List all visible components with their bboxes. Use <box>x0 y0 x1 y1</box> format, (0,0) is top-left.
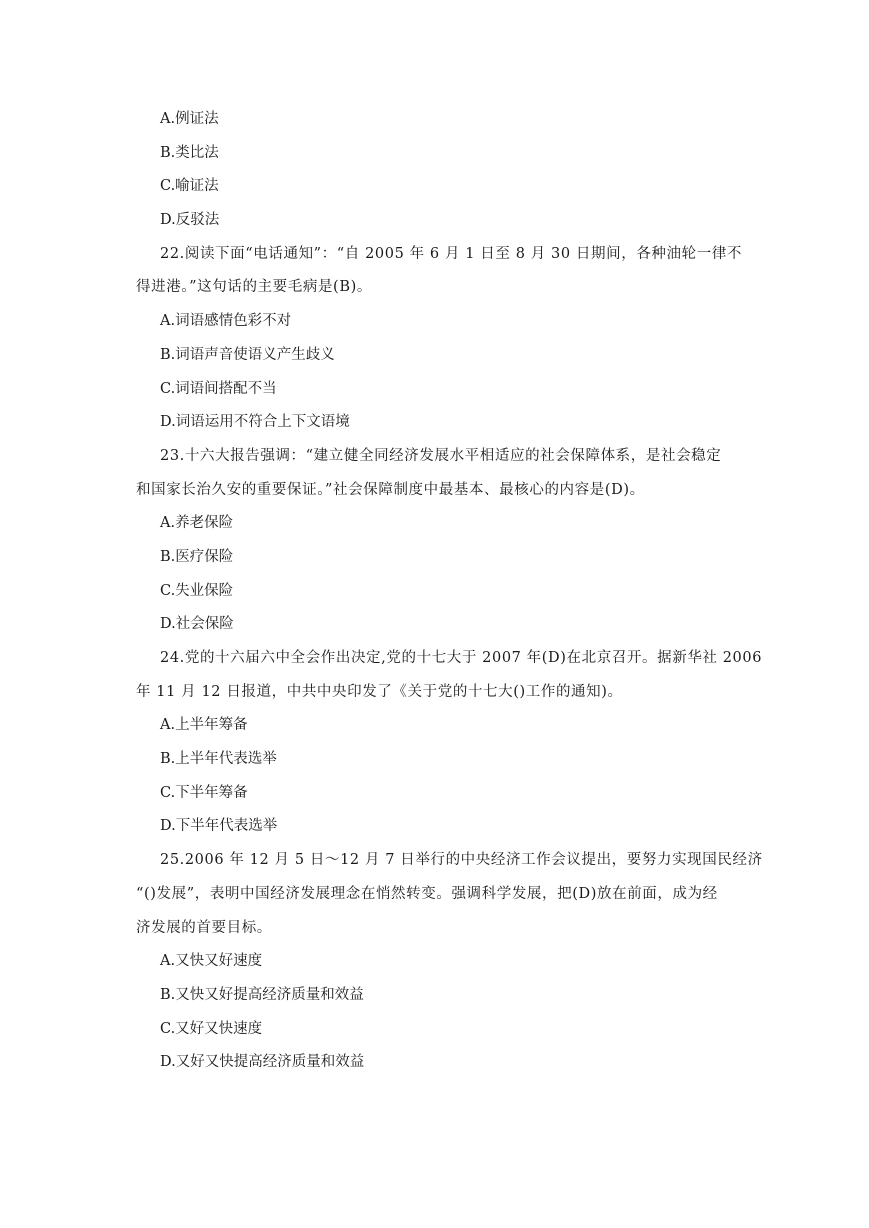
question-22-line-1: 22.阅读下面“电话通知”：“自 2005 年 6 月 1 日至 8 月 30 日期间，各种油轮一律不 <box>160 245 743 262</box>
option-line: A.养老保险 <box>160 515 234 532</box>
question-25-line-2: “()发展”，表明中国经济发展理念在悄然转变。强调科学发展，把(D)放在前面，成为经 <box>136 885 718 902</box>
option-line: B.类比法 <box>160 144 219 161</box>
question-25-line-1: 25.2006 年 12 月 5 日～12 月 7 日举行的中央经济工作会议提出，要努力实现国民经济 <box>160 852 763 869</box>
option-line: B.又快又好提高经济质量和效益 <box>160 986 364 1003</box>
document-body <box>136 103 763 1080</box>
option-line: D.又好又快提高经济质量和效益 <box>160 1054 365 1071</box>
option-line: A.词语感情色彩不对 <box>160 313 292 330</box>
option-line: B.词语声音使语义产生歧义 <box>160 346 335 363</box>
option-line: D.下半年代表选举 <box>160 818 278 835</box>
option-line: C.词语间搭配不当 <box>160 380 277 397</box>
option-line: C.又好又快速度 <box>160 1020 263 1037</box>
option-line: A.例证法 <box>160 111 219 127</box>
option-line: D.词语运用不符合上下文语境 <box>160 414 350 431</box>
question-24-line-1: 24.党的十六届六中全会作出决定,党的十七大于 2007 年(D)在北京召开。据新华社 2006 <box>160 650 763 666</box>
option-line: D.社会保险 <box>160 616 234 633</box>
question-25-line-3: 济发展的首要目标。 <box>136 919 272 936</box>
option-line: D.反驳法 <box>160 212 220 229</box>
option-line: C.失业保险 <box>160 582 234 599</box>
question-24-line-2: 年 11 月 12 日报道，中共中央印发了《关于党的十七大()工作的通知)。 <box>136 683 623 700</box>
option-line: A.上半年筹备 <box>160 717 248 734</box>
option-line: C.下半年筹备 <box>160 784 248 801</box>
option-line: C.喻证法 <box>160 178 219 195</box>
question-23-line-1: 23.十六大报告强调：“建立健全同经济发展水平相适应的社会保障体系，是社会稳定 <box>160 447 722 464</box>
option-line: A.又快又好速度 <box>160 953 263 970</box>
question-23-line-2: 和国家长治久安的重要保证。”社会保障制度中最基本、最核心的内容是(D)。 <box>136 481 645 498</box>
option-line: B.上半年代表选举 <box>160 751 277 768</box>
question-22-line-2: 得进港。”这句话的主要毛病是(B)。 <box>136 279 372 296</box>
option-line: B.医疗保险 <box>160 548 234 565</box>
